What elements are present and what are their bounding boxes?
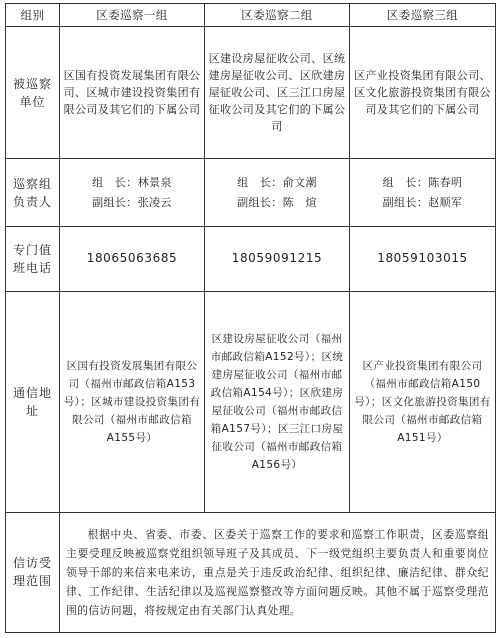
units-group-3: 区产业投资集团有限公司、区文化旅游投资集团有限公司及其它们的下属公司 bbox=[350, 27, 496, 159]
deputy-name: 副组长：陈 煊 bbox=[237, 195, 317, 209]
units-row bbox=[6, 27, 496, 159]
group-1-header: 区委巡察一组 bbox=[60, 4, 205, 27]
leader-name: 组 长：俞文潮 bbox=[237, 175, 317, 189]
leaders-group-1 bbox=[60, 159, 205, 226]
leaders-group-2 bbox=[205, 159, 350, 226]
phone-group-2: 18059091215 bbox=[205, 226, 350, 291]
scope-text: 根据中央、省委、市委、区委关于巡察工作的要求和巡察工作职责，区委巡察组主要受理反映被巡察党组织领导班子及其成员、下一级党组织主要负责人和重要岗位领导干部的来信来电来访，重点是关于违反政治纪律、组织纪律、廉洁纪律、群众纪律、工作纪律、生活纪律以及巡视巡察整改等方面问题反映。其他不属于巡察受理范围的信访问题，将按规定由有关部门认真处理。 bbox=[60, 512, 496, 632]
deputy-name: 副组长：赵顺军 bbox=[382, 195, 463, 209]
leader-name: 组 长：陈春明 bbox=[382, 175, 463, 189]
units-label: 被巡察单位 bbox=[6, 27, 60, 159]
group-2-header: 区委巡察二组 bbox=[205, 4, 350, 27]
address-group-2: 区建设房屋征收公司（福州市邮政信箱A152号）；区统建房屋征收公司（福州市邮政信箱A154号）；区欣建房屋征收公司（福州市邮政信箱A157号）；区三江口房屋征收公司（福州市邮政信箱A156号） bbox=[205, 291, 350, 512]
units-group-1: 区国有投资发展集团有限公司、区城市建设投资集团有限公司及其它们的下属公司 bbox=[60, 27, 205, 159]
units-group-2: 区建设房屋征收公司、区统建房屋征收公司、区欣建房屋征收公司、区三江口房屋征收公司及其它们的下属公司 bbox=[205, 27, 350, 159]
inspection-info-table bbox=[5, 3, 496, 633]
phone-label: 专门值班电话 bbox=[6, 226, 60, 291]
leaders-label: 巡察组负责人 bbox=[6, 159, 60, 226]
phone-group-1: 18065063685 bbox=[60, 226, 205, 291]
phone-group-3: 18059103015 bbox=[350, 226, 496, 291]
address-group-1: 区国有投资发展集团有限公司（福州市邮政信箱A153号）；区城市建设投资集团有限公司（福州市邮政信箱A155号） bbox=[60, 291, 205, 512]
address-label: 通信地址 bbox=[6, 291, 60, 512]
scope-row bbox=[6, 512, 496, 632]
leaders-group-3 bbox=[350, 159, 496, 226]
header-label: 组别 bbox=[6, 4, 60, 27]
leaders-row bbox=[6, 159, 496, 226]
leader-name: 组 长：林景泉 bbox=[92, 175, 172, 189]
deputy-name: 副组长：张凌云 bbox=[92, 195, 172, 209]
scope-label: 信访受理范围 bbox=[6, 512, 60, 632]
group-3-header: 区委巡察三组 bbox=[350, 4, 496, 27]
table-container bbox=[5, 3, 495, 633]
header-row bbox=[6, 4, 496, 27]
phone-row bbox=[6, 226, 496, 291]
address-group-3: 区产业投资集团有限公司（福州市邮政信箱A150号）；区文化旅游投资集团有限公司（福州市邮政信箱A151号） bbox=[350, 291, 496, 512]
address-row bbox=[6, 291, 496, 512]
